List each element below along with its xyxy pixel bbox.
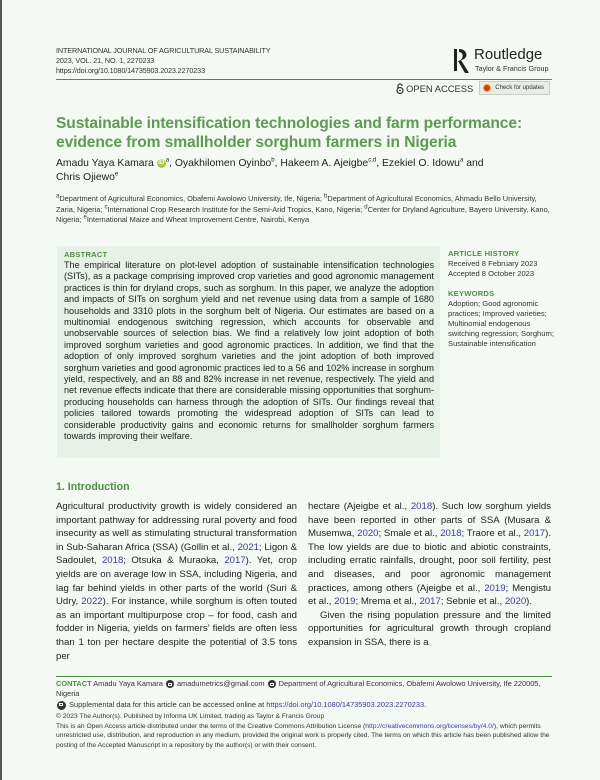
author-name[interactable]: Oyakhilomen Oyinbo <box>174 158 272 169</box>
license-link[interactable]: http://creativecommons.org/licenses/by/4.0/ <box>365 722 494 730</box>
body-text: hectare (Ajeigbe et al., <box>308 501 411 512</box>
citation-link[interactable]: 2021 <box>237 541 259 553</box>
body-text: ; Otsuka & Muraoka, <box>123 555 225 567</box>
header-divider <box>56 79 552 80</box>
author-affil-sup: a <box>459 157 464 164</box>
author-name[interactable]: Ezekiel O. Idowu <box>382 158 460 169</box>
accepted-date: Accepted 8 October 2023 <box>448 269 535 278</box>
affiliation: Center for Dryland Agriculture, Bayero University, Kano, Nigeria; <box>56 204 550 225</box>
open-lock-icon <box>396 83 404 94</box>
citation-link[interactable]: 2017 <box>224 555 246 567</box>
license-text: This is an Open Access article distributed under the terms of the Creative Commons Attribution License ( <box>56 722 366 730</box>
title-line-1: Sustainable intensification technologies and farm performance: <box>56 115 523 132</box>
citation-link[interactable]: 2018 <box>410 501 433 512</box>
copyright-line: © 2023 The Author(s). Published by Informa UK Limited, trading as Taylor & Francis Group <box>56 713 325 720</box>
access-row <box>396 81 550 95</box>
open-access-badge <box>396 83 473 94</box>
body-text: ; Mrema et al., <box>355 596 420 608</box>
author-separator: , <box>274 158 281 169</box>
license-text-cont: ), which permits unrestricted use, distribution, and reproduction in any medium, provided the original work is properly cited. The terms on which this article has been published allow the posting of the Accepted Manuscript in a repository by the author(s) or with their consent. <box>56 722 550 749</box>
author-name[interactable]: Hakeem A. Ajeigbe <box>280 158 369 169</box>
author-affil-sup: c,d <box>368 157 377 164</box>
affiliation: International Crop Research Institute for the Semi-Arid Tropics, Kano, Nigeria; <box>107 204 365 214</box>
contact-name: Amadu Yaya Kamara <box>93 679 163 688</box>
author-affil-sup: a <box>165 157 170 164</box>
affiliations <box>56 194 556 226</box>
body-text: ). For instance, while sorghum is often touted as an important multipurpose crop – for food, cash and fodder in Nigeria, yields on farmers’ fields are often less than 1 ton per hectare despite the potential of 3.5 tons per <box>56 596 298 662</box>
supplemental-text: Supplemental data for this article can be accessed online at <box>69 700 267 709</box>
email-icon <box>166 680 174 688</box>
body-text: ; Ligon & Sadoulet, <box>56 541 298 567</box>
author-name[interactable]: Amadu Yaya Kamara <box>56 158 154 169</box>
citation-link[interactable]: 2018 <box>440 528 462 540</box>
body-text: ). Yet, crop yields are on average low in SSA, including Nigeria, and lag far behind yields in other parts of the world (Suri & Udry, <box>56 555 297 608</box>
citation-link[interactable]: 2020 <box>504 596 527 608</box>
author-and: and <box>463 158 484 169</box>
publisher-group: Taylor & Francis Group <box>475 64 549 73</box>
supplemental-data-icon <box>57 701 66 710</box>
affil-sup: c <box>104 204 108 211</box>
article-title <box>56 114 556 152</box>
article-history-label: ARTICLE HISTORY <box>448 249 520 258</box>
contact-block <box>56 679 556 710</box>
supplemental-end: . <box>424 700 427 709</box>
contact-label: CONTACT <box>56 679 92 688</box>
citation-link[interactable]: 2019 <box>334 596 356 608</box>
publisher-name: Routledge <box>474 46 543 63</box>
article-info-sidebar <box>448 249 560 349</box>
affil-sup: a <box>56 193 60 200</box>
footer-divider <box>56 676 552 677</box>
author-separator: , <box>169 158 175 169</box>
body-text: ; Mengistu et al., <box>308 582 551 608</box>
open-access-label: OPEN ACCESS <box>406 82 474 94</box>
routledge-r-icon <box>454 46 472 76</box>
journal-header <box>56 46 270 76</box>
author-separator: , <box>376 158 382 169</box>
body-text: ; Sebnie et al., <box>440 596 505 608</box>
body-text: ). <box>526 596 533 608</box>
affiliation: Department of Agricultural Economics, Obafemi Awolowo University, Ife, Nigeria; <box>59 194 325 203</box>
citation-link[interactable]: 2017 <box>523 528 546 540</box>
body-text: ). Such low sorghum yields have been reported in other parts of SSA (Musara & Musemwa, <box>308 501 551 540</box>
check-updates-label: Check for updates <box>495 85 544 91</box>
body-text: Agricultural productivity growth is widely considered an important pathway for addressing rural poverty and food insecurity as well as stimulating structural transformation in Sub-Saharan Africa (SSA) (Gollin et al., <box>56 501 297 553</box>
affil-sup: b <box>324 193 328 200</box>
body-paragraph: Given the rising population pressure and the limited opportunities for agricultural growth through cropland expansion in SSA, there is a <box>308 609 551 648</box>
affiliation: International Maize and Wheat Improvement Centre, Nairobi, Kenya <box>86 215 310 225</box>
author-affil-sup: b <box>271 157 275 164</box>
license-block <box>56 712 556 750</box>
journal-volume: 2023, VOL. 21, NO. 1, 2270233 <box>56 56 155 65</box>
address-icon <box>268 680 276 688</box>
crossmark-icon <box>483 84 491 92</box>
contact-email[interactable]: amadumetrics@gmail.com <box>176 679 265 688</box>
keywords-list: Adoption; Good agronomic practices; Improved varieties; Multinomial endogenous switching regression; Sorghum; Sustainable intensification <box>448 299 554 348</box>
author-list <box>56 157 556 185</box>
body-text: ; Smale et al., <box>378 528 441 540</box>
affil-sup: d <box>364 204 368 211</box>
orcid-icon[interactable]: iD <box>158 159 165 166</box>
routledge-logo <box>454 46 554 76</box>
journal-name: INTERNATIONAL JOURNAL OF AGRICULTURAL SUSTAINABILITY <box>56 46 271 55</box>
contact-address: Department of Agricultural Economics, Obafemi Awolowo University, Ife 220005, Nigeria <box>56 679 541 698</box>
affiliation: Department of Agricultural Economics, Ahmadu Bello University, Zaria, Nigeria; <box>56 194 537 214</box>
author-name[interactable]: Chris Ojiewo <box>56 172 115 183</box>
body-column-right <box>308 500 551 650</box>
article-doi-link[interactable]: https://doi.org/10.1080/14735903.2023.2270233 <box>56 66 205 75</box>
received-date: Received 8 February 2023 <box>448 259 538 268</box>
abstract-label: ABSTRACT <box>64 250 108 259</box>
body-column-left <box>56 500 297 663</box>
author-affil-sup: e <box>114 171 119 178</box>
check-for-updates-button[interactable] <box>479 81 550 95</box>
citation-link[interactable]: 2020 <box>357 528 379 540</box>
supplemental-link[interactable]: https://doi.org/10.1080/14735903.2023.2270233 <box>266 700 425 709</box>
abstract-text: The empirical literature on plot-level adoption of sustainable intensification technologies (SITs), as a package comprising improved crop varieties and good agronomic management practices is thin for dryland crops, such as sorghum. In this paper, we analyze the adoption and impacts of SITs on sorghum yield and net revenue using data from a sample of 1680 households and 3310 plots in the sorghum belt of Nigeria. Our estimates are based on a multinomial endogenous switching regression, which accounts for observable and unobservable sources of selection bias. We find a relatively low joint adoption of both improved sorghum varieties and good agronomic practices. In addition, we find that the adoption of only improved sorghum varieties and the joint adoption of both improved sorghum varieties and good agronomic practices led to a 56 and 102% increase in sorghum yield, respectively, and an 88 and 82% increase in net revenue, respectively. The yield and net revenue effects indicate that there are considerable missing opportunities that sorghum-producing households can harness through the adoption of SITs. Our findings reveal that policies tailored towards promoting the widespread adoption of SITs can lead to considerable productivity gains and economic returns for smallholder sorghum farmers towards improving their welfare. <box>64 260 434 442</box>
citation-link[interactable]: 2017 <box>419 596 441 608</box>
section-heading-introduction: 1. Introduction <box>56 481 130 493</box>
keywords-label: KEYWORDS <box>448 289 495 298</box>
body-text: ). The low yields are due to biotic and abiotic constraints, including erratic rainfalls, drought, poor soil fertility, pest and diseases, and poor agronomic management practices, among others (Ajeigbe et al., <box>308 528 552 594</box>
affil-sup: e <box>83 214 87 221</box>
body-text: ; Traore et al., <box>461 528 524 540</box>
citation-link[interactable]: 2019 <box>484 582 506 594</box>
citation-link[interactable]: 2022 <box>81 596 103 608</box>
title-line-2: evidence from smallholder sorghum farmers in Nigeria <box>56 134 457 151</box>
citation-link[interactable]: 2018 <box>101 555 124 567</box>
